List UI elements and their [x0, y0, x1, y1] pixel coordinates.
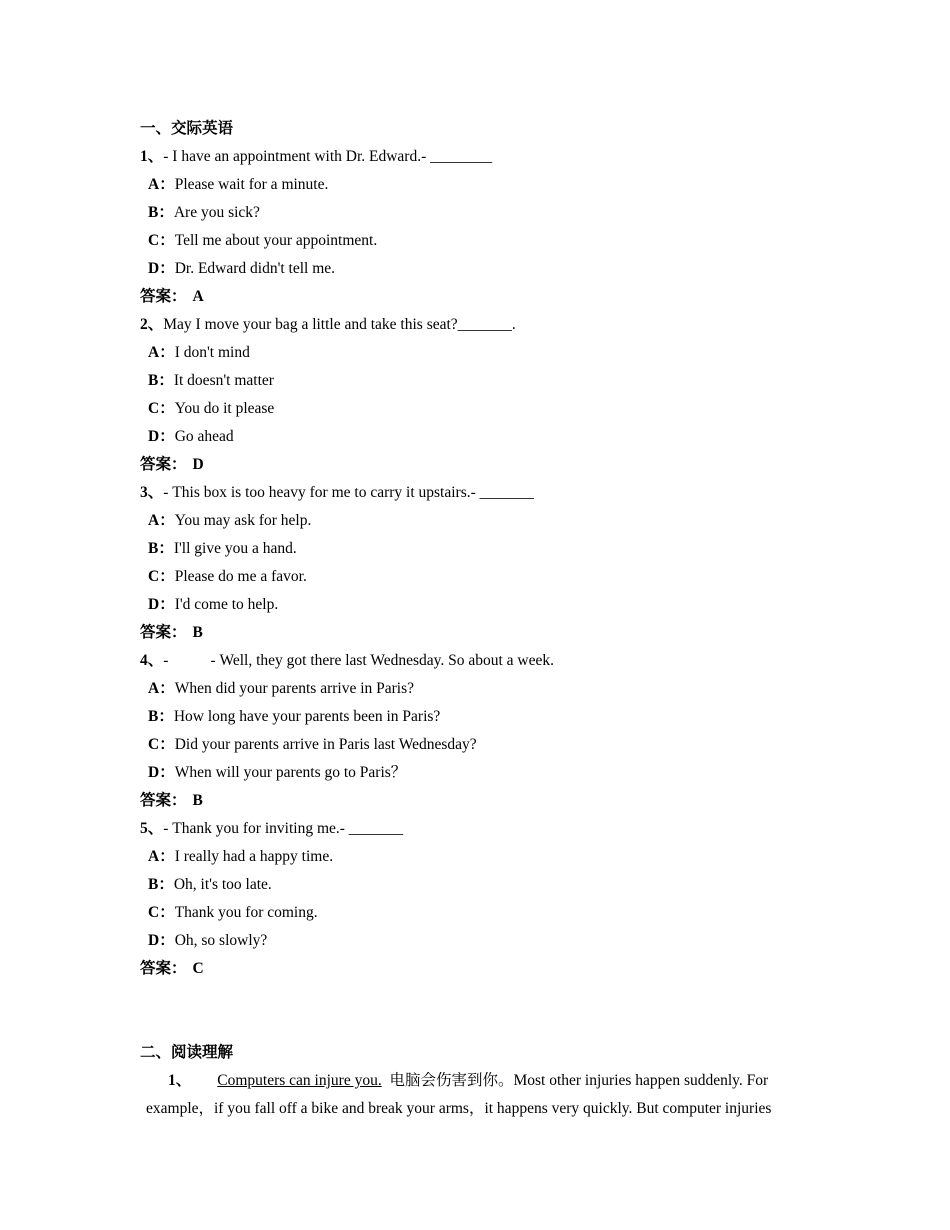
option-b — [140, 535, 820, 563]
option-d — [140, 423, 820, 451]
question-number: 1、 — [140, 148, 164, 165]
option-b — [140, 871, 820, 899]
option-letter: B： — [148, 540, 174, 557]
option-letter: D： — [148, 260, 175, 277]
question-5 — [140, 815, 820, 843]
option-b — [140, 367, 820, 395]
option-letter: B： — [148, 708, 174, 725]
option-text: Thank you for coming. — [174, 904, 318, 921]
option-letter: C： — [148, 736, 175, 753]
answer-value: C — [192, 960, 204, 977]
answer-label: 答案： — [140, 456, 187, 473]
option-c — [140, 731, 820, 759]
option-a — [140, 171, 820, 199]
question-3 — [140, 479, 820, 507]
section-spacer — [140, 983, 820, 1039]
answer-line — [140, 787, 820, 815]
option-text: Please wait for a minute. — [174, 176, 329, 193]
question-4 — [140, 647, 820, 675]
question-stem-part-a: - — [163, 652, 169, 669]
question-number: 3、 — [140, 484, 164, 501]
answer-line — [140, 619, 820, 647]
option-text: It doesn't matter — [173, 372, 274, 389]
section-title-communication: 一、交际英语 — [140, 120, 234, 137]
option-letter: A： — [148, 344, 175, 361]
option-c — [140, 563, 820, 591]
option-letter: D： — [148, 932, 175, 949]
option-text: Did your parents arrive in Paris last Wednesday? — [174, 736, 477, 753]
option-text: Oh, it's too late. — [173, 876, 272, 893]
passage-line-1 — [140, 1067, 820, 1095]
answer-label: 答案： — [140, 960, 187, 977]
option-c — [140, 899, 820, 927]
option-letter: C： — [148, 400, 175, 417]
question-1 — [140, 143, 820, 171]
option-text: Oh, so slowly? — [174, 932, 268, 949]
option-letter: A： — [148, 176, 175, 193]
passage-underlined-sentence: Computers can injure you. — [217, 1072, 382, 1089]
option-c — [140, 227, 820, 255]
option-letter: A： — [148, 512, 175, 529]
option-a — [140, 843, 820, 871]
option-letter: A： — [148, 848, 175, 865]
option-text: When will your parents go to Paris？ — [174, 764, 407, 781]
answer-label: 答案： — [140, 288, 187, 305]
option-text: You may ask for help. — [174, 512, 312, 529]
option-text: You do it please — [174, 400, 275, 417]
option-d — [140, 759, 820, 787]
question-number: 4、 — [140, 652, 164, 669]
question-stem: May I move your bag a little and take this seat?_______. — [163, 316, 516, 333]
passage-line-2: example，if you fall off a bike and break your arms，it happens very quickly. But computer injuries — [146, 1100, 772, 1117]
question-stem: - Thank you for inviting me.- _______ — [163, 820, 404, 837]
question-number: 2、 — [140, 316, 164, 333]
option-a — [140, 339, 820, 367]
option-text: How long have your parents been in Paris? — [173, 708, 441, 725]
option-text: I'd come to help. — [174, 596, 279, 613]
option-a — [140, 675, 820, 703]
option-letter: C： — [148, 232, 175, 249]
passage-text: 电脑会伤害到你。Most other injuries happen suddenly. For — [389, 1072, 769, 1089]
option-b — [140, 703, 820, 731]
question-number: 5、 — [140, 820, 164, 837]
answer-value: B — [192, 792, 203, 809]
passage-number: 1、 — [168, 1072, 192, 1089]
option-a — [140, 507, 820, 535]
option-text: Please do me a favor. — [174, 568, 307, 585]
option-letter: D： — [148, 428, 175, 445]
option-b — [140, 199, 820, 227]
option-text: Are you sick? — [173, 204, 260, 221]
document-page — [140, 115, 820, 1123]
answer-line — [140, 955, 820, 983]
option-letter: B： — [148, 876, 174, 893]
answer-label: 答案： — [140, 792, 187, 809]
option-text: I'll give you a hand. — [173, 540, 297, 557]
option-letter: C： — [148, 904, 175, 921]
option-letter: C： — [148, 568, 175, 585]
answer-value: A — [192, 288, 204, 305]
answer-label: 答案： — [140, 624, 187, 641]
option-text: Go ahead — [174, 428, 234, 445]
section-title-reading: 二、阅读理解 — [140, 1044, 234, 1061]
option-letter: B： — [148, 204, 174, 221]
option-d — [140, 591, 820, 619]
question-stem: - This box is too heavy for me to carry it upstairs.- _______ — [163, 484, 534, 501]
option-letter: B： — [148, 372, 174, 389]
option-letter: D： — [148, 764, 175, 781]
question-stem-part-b: - Well, they got there last Wednesday. So about a week. — [210, 652, 555, 669]
option-d — [140, 255, 820, 283]
option-letter: A： — [148, 680, 175, 697]
answer-line — [140, 451, 820, 479]
option-text: I don't mind — [174, 344, 250, 361]
option-text: When did your parents arrive in Paris? — [174, 680, 415, 697]
question-2 — [140, 311, 820, 339]
answer-line — [140, 283, 820, 311]
option-c — [140, 395, 820, 423]
option-text: Tell me about your appointment. — [174, 232, 378, 249]
option-d — [140, 927, 820, 955]
option-text: Dr. Edward didn't tell me. — [174, 260, 336, 277]
answer-value: B — [192, 624, 203, 641]
answer-value: D — [192, 456, 204, 473]
question-stem: - I have an appointment with Dr. Edward.- ________ — [163, 148, 493, 165]
option-text: I really had a happy time. — [174, 848, 334, 865]
option-letter: D： — [148, 596, 175, 613]
